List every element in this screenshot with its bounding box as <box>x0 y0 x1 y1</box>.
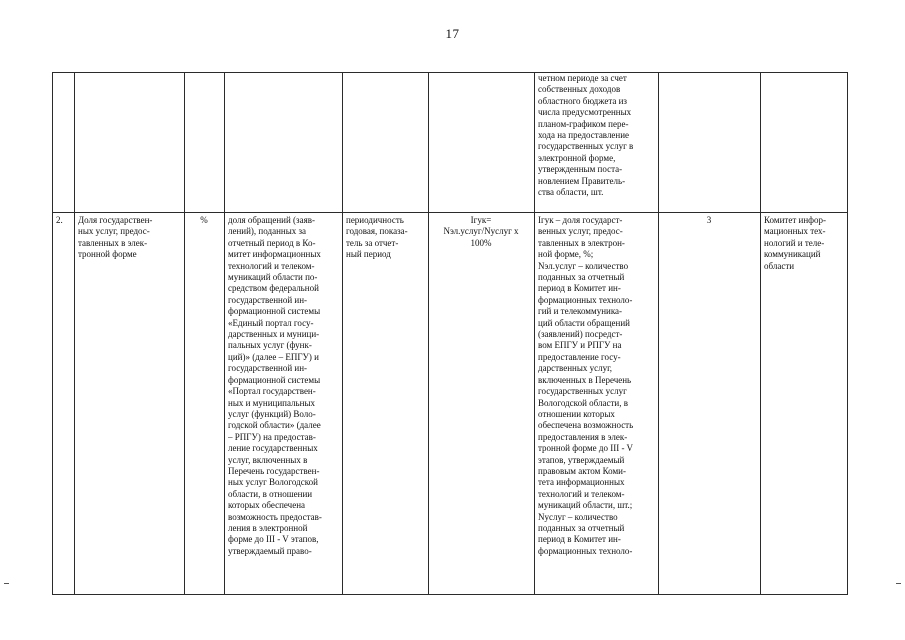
calculation-method: Iгук – доля государст- венных услуг, предос- тавленных в электрон- ной форме, %; Nэл.услуг – количество поданных за отчетный период в Комитет ин- формационных техноло- гий и телекоммуника- ций области обращений (заявлений) посредст- вом ЕПГУ и РПГУ на предоставление госу- дарственных услуг, включенных в Перечень государственных услуг Вологодской области, в отношении которых обеспечена возможность предоставления в элек- тронной форме до III - V этапов, утверждаемый правовым актом Коми- тета информационных технологий и телеком- муникаций области, шт.; Nуслуг – количество поданных за отчетный период в Комитет ин- формационных техноло- <box>538 215 634 556</box>
row-divider <box>52 212 848 213</box>
calculation-formula: Iгук= Nэл.услуг/Nуслуг х 100% <box>443 215 519 248</box>
column-border <box>760 72 761 595</box>
scan-edge-mark-right <box>896 583 901 584</box>
column-border <box>224 72 225 595</box>
indicator-definition: доля обращений (заяв- лений), поданных за отчетный период в Ко- митет информационных технологий и телеком- муникаций области по- средством федеральной государственной ин- формационной системы «Единый портал госу- дарственных и муници- пальных услуг (функ- ций)» (далее – ЕПГУ) и государственной ин- формационной системы «Портал государствен- ных и муниципальных услуг (функций) Воло- годской области» (далее – РПГУ) на предостав- ление государственных услуг, включенных в Перечень государствен- ных услуг Вологодской области, в отношении которых обеспечена возможность предостав- ления в электронной форме до III - V этапов, утверждаемый право- <box>228 215 322 556</box>
unit-of-measure: % <box>200 215 208 225</box>
periodicity: периодичность годовая, показа- тель за отчет- ный период <box>346 215 408 260</box>
scan-edge-mark-left <box>4 583 9 584</box>
column-border <box>428 72 429 595</box>
indicator-name: Доля государствен- ных услуг, предос- тавленных в элек- тронной форме <box>78 215 153 260</box>
table-top-border <box>52 72 848 73</box>
column-border <box>342 72 343 595</box>
column-border <box>847 72 848 595</box>
column-border <box>184 72 185 595</box>
page-number: 17 <box>445 26 460 41</box>
row-number: 2. <box>56 215 63 225</box>
responsible-body: Комитет инфор- мационных тех- нологий и теле- коммуникаций области <box>764 215 826 271</box>
column-border <box>74 72 75 595</box>
indicator-table <box>52 72 848 596</box>
indicator-value: 3 <box>706 215 712 225</box>
column-border <box>534 72 535 595</box>
continuation-method-text: четном периоде за счет собственных доходов областного бюджета из числа предусмотренных планом-графиком пере- хода на предоставление государственных услуг в электронной форме, утвержденным поста- новлением Правитель- ства области, шт. <box>538 73 634 198</box>
column-border <box>658 72 659 595</box>
table-bottom-border <box>52 594 848 595</box>
column-border <box>52 72 53 595</box>
